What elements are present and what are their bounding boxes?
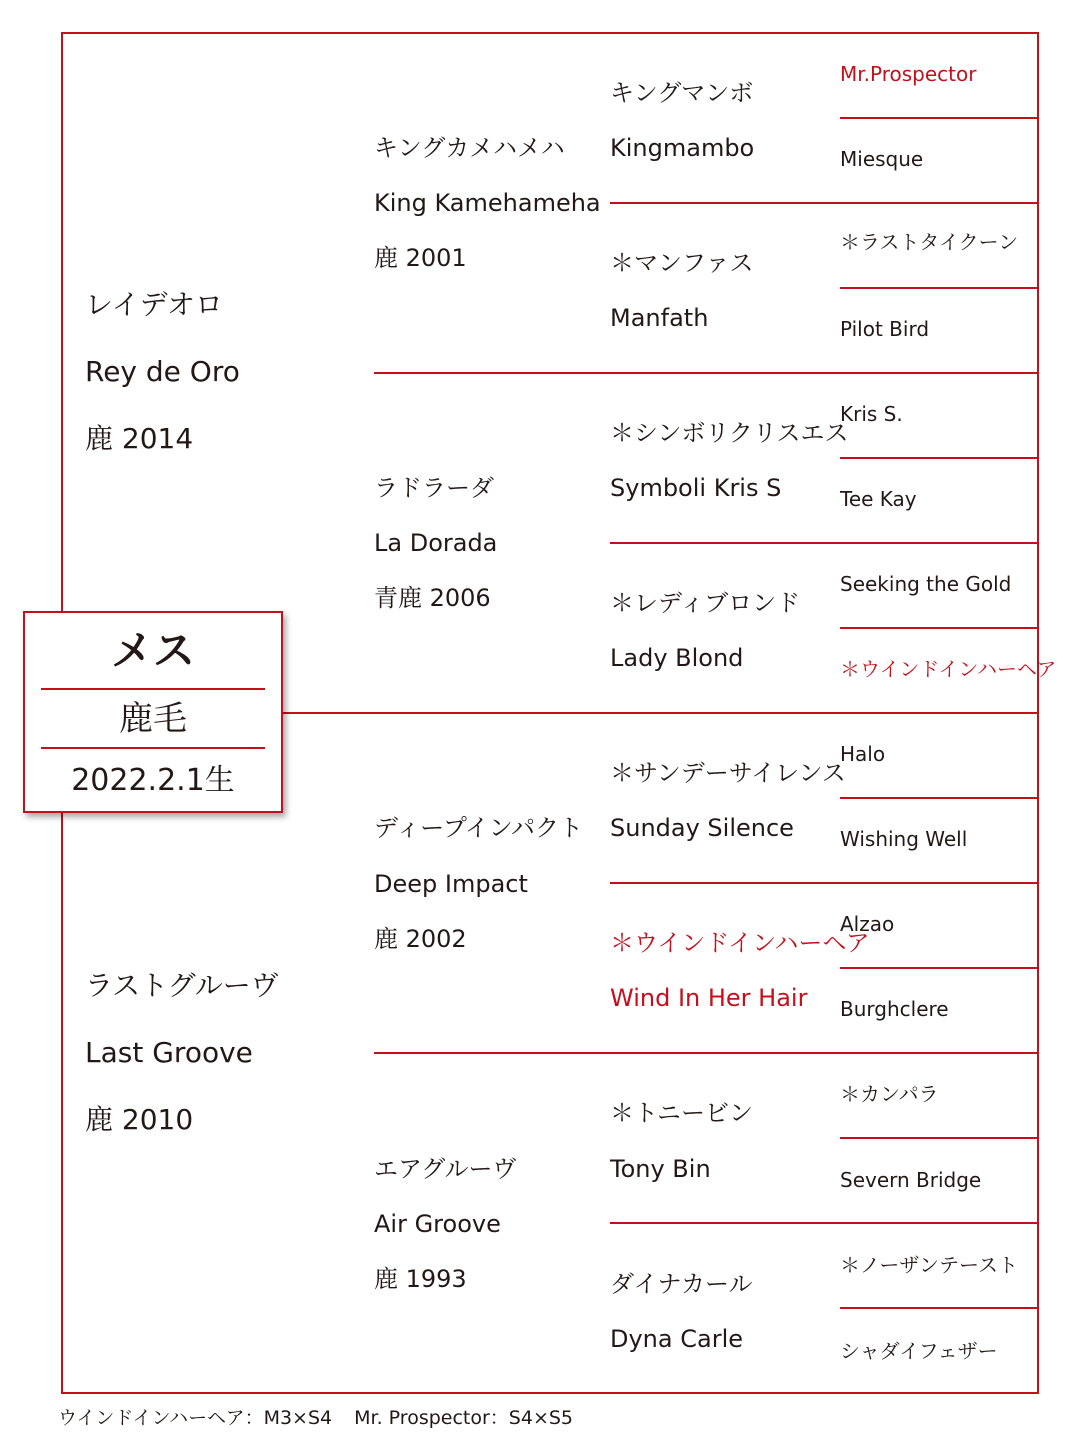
horse-color: 鹿毛 [119,699,187,739]
sdd-name: Lady Blond [610,644,744,672]
dss-kana: ＊サンデーサイレンス [610,759,846,787]
sss-kana: キングマンボ [610,79,754,107]
horse-info-box [23,611,283,813]
divider-gen4-2 [840,287,1039,289]
dsd-kana: ＊ウインドインハーヘア [610,929,870,957]
inbreeding-2: Mr. Prospector：S4×S5 [354,1407,574,1429]
g4-7: Seeking the Gold [840,572,1012,596]
dam-name: Last Groove [85,1036,253,1069]
dsd-name: Wind In Her Hair [610,984,808,1012]
divider-gen3-4 [610,1222,1039,1224]
dd-name: Air Groove [374,1210,501,1238]
divider-gen4-3 [840,457,1039,459]
horse-birth: 2022.2.1生 [71,763,235,798]
dd-info: 鹿 1993 [374,1265,467,1293]
sire-name: Rey de Oro [85,355,240,388]
g4-6: Tee Kay [840,487,917,511]
ds-kana: ディープインパクト [374,814,584,842]
inbreeding-1: ウインドインハーヘア：M3×S4 [58,1407,333,1429]
ddd-name: Dyna Carle [610,1325,743,1353]
divider-gen4-7 [840,1137,1039,1139]
divider-gen2-lower [374,1052,1039,1054]
ss-name: King Kamehameha [374,189,601,217]
sds-name: Symboli Kris S [610,474,782,502]
horse-sex: メス [110,626,195,675]
dds-kana: ＊トニービン [610,1099,754,1127]
sd-name: La Dorada [374,529,498,557]
g4-14: Severn Bridge [840,1168,982,1192]
dam-info: 鹿 2010 [85,1103,194,1136]
g4-8: ＊ウインドインハーヘア [840,657,1057,681]
g4-10: Wishing Well [840,827,968,851]
divider-gen3-3 [610,882,1039,884]
divider-gen3-2 [610,542,1039,544]
ds-name: Deep Impact [374,870,528,898]
g4-12: Burghclere [840,997,949,1021]
ss-info: 鹿 2001 [374,244,467,272]
sd-kana: ラドラーダ [374,474,494,502]
divider-gen3-1 [610,202,1039,204]
sds-kana: ＊シンボリクリスエス [610,419,849,447]
divider-gen1 [283,712,1039,714]
divider-gen4-1 [840,117,1039,119]
dam-kana: ラストグルーヴ [85,969,279,1002]
g4-16: シャダイフェザー [840,1339,998,1363]
inbreeding-note [58,1409,595,1428]
ds-info: 鹿 2002 [374,925,467,953]
divider-gen2-upper [374,372,1039,374]
horse-info-divider-1 [41,688,265,690]
g4-5: Kris S. [840,402,903,426]
g4-4: Pilot Bird [840,317,930,341]
g4-11: Alzao [840,912,895,936]
sd-info: 青鹿 2006 [374,584,491,612]
divider-gen4-6 [840,967,1039,969]
ssd-kana: ＊マンファス [610,249,754,277]
ssd-name: Manfath [610,304,709,332]
ss-kana: キングカメハメハ [374,134,565,162]
g4-9: Halo [840,742,886,766]
sire-kana: レイデオロ [85,288,224,321]
g4-3: ＊ラストタイクーン [840,230,1019,254]
divider-gen4-4 [840,627,1039,629]
dss-name: Sunday Silence [610,814,794,842]
divider-gen4-8 [840,1307,1039,1309]
sss-name: Kingmambo [610,134,755,162]
horse-info-divider-2 [41,747,265,749]
divider-gen4-5 [840,797,1039,799]
sdd-kana: ＊レディブロンド [610,589,801,617]
g4-1: Mr.Prospector [840,62,977,86]
dd-kana: エアグルーヴ [374,1155,517,1183]
g4-2: Miesque [840,147,924,171]
dds-name: Tony Bin [610,1155,711,1183]
g4-13: ＊カンパラ [840,1082,939,1106]
sire-info: 鹿 2014 [85,422,194,455]
g4-15: ＊ノーザンテースト [840,1253,1018,1277]
ddd-kana: ダイナカール [610,1270,753,1298]
